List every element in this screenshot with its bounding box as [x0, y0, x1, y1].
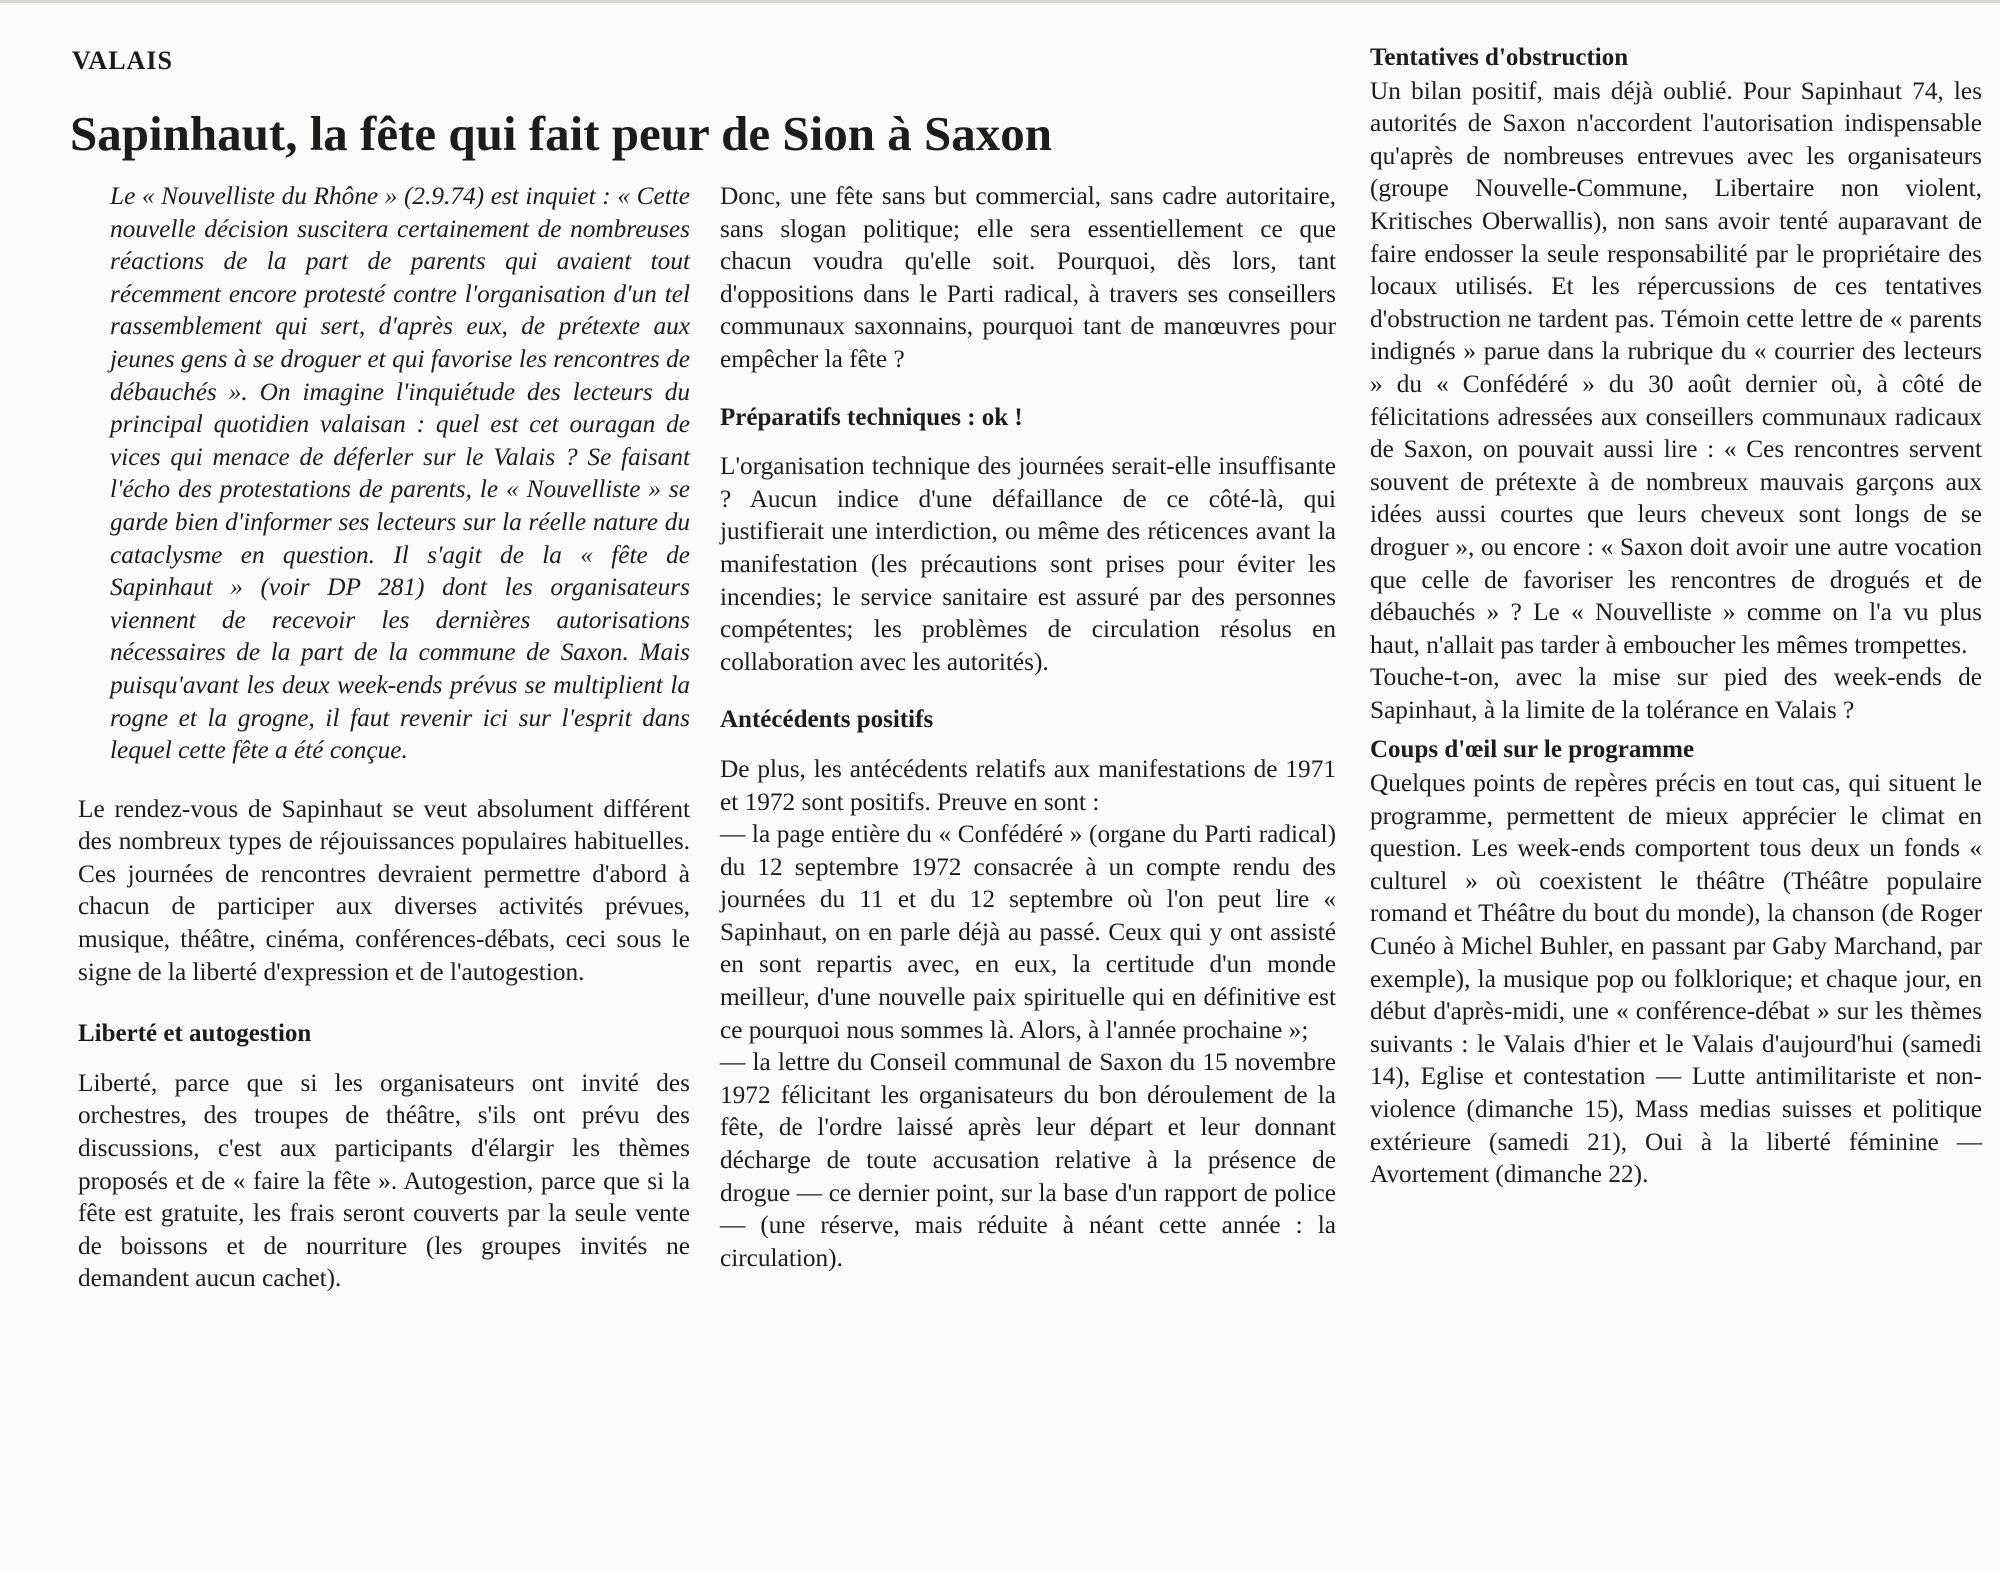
paragraph: Quelques points de repères précis en tout cas, qui situent le programme, permettent de mieux apprécier le climat en question. Les week-ends comportent tous deux un fonds « culturel » où coexistent le théâtre (Théâtre populaire romand et Théâtre du bout du monde), la chanson (de Roger Cunéo à Michel Buhler, en passant par Gaby Marchand, par exemple), la musique pop ou folklorique; et chaque jour, en début d'après-midi, une « conférence-débat » sur les thèmes suivants : le Valais d'hier et le Valais d'aujourd'hui (samedi 14), Eglise et contestation — Lutte antimilitariste et non-violence (dimanche 15), Mass medias suisses et politique extérieure (samedi 21), Oui à la liberté féminine — Avortement (dimanche 22). [1370, 769, 1982, 1189]
subheading-liberte: Liberté et autogestion [78, 1020, 312, 1048]
section-label: VALAIS [72, 46, 173, 75]
subheading-tentatives: Tentatives d'obstruction [1370, 44, 1629, 71]
paragraph: Un bilan positif, mais déjà oublié. Pour Sapinhaut 74, les autorités de Saxon n'accordent l'autorisation indispensable qu'après de nombreuses entrevues avec les organisateurs (groupe Nouvelle-Commune, Libertaire non violent, Kritisches Oberwallis), non sans avoir tenté auparavant de faire endosser la seule responsabilité par le propriétaire des locaux utilisés. Et les répercussions de ces tentatives d'obstruction ne tardent pas. Témoin cette lettre de « parents indignés » parue dans la rubrique du « courrier des lecteurs » du « Confédéré » du 30 août dernier où, à côté de félicitations adressées aux conseillers communaux radicaux de Saxon, on pouvait aussi lire : « Ces rencontres servent souvent de prétexte à de nombreux mauvais garçons aux idées aussi courtes que leurs cheveux sont longs de se droguer », ou encore : « Saxon doit avoir une autre vocation que celle de favoriser les rencontres de drogués et de débauchés » ? Le « Nouvelliste » comme on l'a vu plus haut, n'allait pas tarder à emboucher les mêmes trompettes. [1370, 76, 1982, 659]
paragraph: L'organisation technique des journées serait-elle insuffisante ? Aucun indice d'une défaillance de ce côté-là, qui justifierait une interdiction, ou même des réticences avant la manifestation (les précautions sont prises pour éviter les incendies; le service sanitaire est assuré par des personnes compétentes; les problèmes de circulation résolus en collaboration avec les autorités). [720, 452, 1336, 676]
list-item: — la lettre du Conseil communal de Saxon du 15 novembre 1972 félicitant les organisateurs du bon déroulement de la fête, de l'ordre laissé après leur départ et leur donnant décharge de toute accusation relative à la présence de drogue — ce dernier point, sur la base d'un rapport de police — (une réserve, mais réduite à néant cette année : la circulation). [720, 1048, 1336, 1272]
subheading-programme: Coups d'œil sur le programme [1370, 736, 1695, 764]
paragraph: Donc, une fête sans but commercial, sans cadre autoritaire, sans slogan politique; elle sera essentiellement ce que chacun voudra qu'elle soit. Pourquoi, dès lors, tant d'oppositions dans le Parti radical, à travers ses conseillers communaux saxonnains, pourquoi tant de manœuvres pour empêcher la fête ? [720, 182, 1336, 373]
headline: Sapinhaut, la fête qui fait peur de Sion à Saxon [70, 106, 1053, 161]
paragraph: Touche-t-on, avec la mise sur pied des week-ends de Sapinhaut, à la limite de la tolérance en Valais ? [1370, 663, 1982, 724]
column-3 [1370, 42, 1982, 1191]
column-1 [78, 180, 690, 1295]
intro-paragraph: Le « Nouvelliste du Rhône » (2.9.74) est inquiet : « Cette nouvelle décision suscitera certainement de nombreuses réactions de la part de parents qui avaient tout récemment encore protesté contre l'organisation d'un tel rassemblement qui sert, d'après eux, de prétexte aux jeunes gens à se droguer et qui favorise les rencontres de débauchés ». On imagine l'inquiétude des lecteurs du principal quotidien valaisan : quel est cet ouragan de vices qui menace de déferler sur le Valais ? Se faisant l'écho des protestations de parents, le « Nouvelliste » se garde bien d'informer ses lecteurs sur la réelle nature du cataclysme en question. Il s'agit de la « fête de Sapinhaut » (voir DP 281) dont les organisateurs viennent de recevoir les dernières autorisations nécessaires de la part de la commune de Saxon. Mais puisqu'avant les deux week-ends prévus se multiplient la rogne et la grogne, il faut revenir ici sur l'esprit dans lequel cette fête a été conçue. [110, 182, 690, 765]
paragraph: Le rendez-vous de Sapinhaut se veut absolument différent des nombreux types de réjouissances populaires habituelles. Ces journées de rencontres devraient permettre d'abord à chacun de participer aux diverses activités prévues, musique, théâtre, cinéma, conférences-débats, ceci sous le signe de la liberté d'expression et de l'autogestion. [78, 794, 690, 986]
subheading-antecedents: Antécédents positifs [720, 706, 934, 734]
top-rule [0, 0, 2000, 3]
paragraph: De plus, les antécédents relatifs aux manifestations de 1971 et 1972 sont positifs. Preuve en sont : [720, 754, 1336, 816]
subheading-preparatifs: Préparatifs techniques : ok ! [720, 403, 1023, 431]
paragraph: Liberté, parce que si les organisateurs ont invité des orchestres, des troupes de théâtre, s'ils ont prévu des discussions, c'est aux participants d'élargir les thèmes proposés et de « faire la fête ». Autogestion, parce que si la fête est gratuite, les frais seront couverts par la seule vente de boissons et de nourriture (les groupes invités ne demandent aucun cachet). [78, 1068, 690, 1293]
column-2 [720, 180, 1336, 1274]
list-item: — la page entière du « Confédéré » (organe du Parti radical) du 12 septembre 1972 consacrée à un compte rendu des journées du 11 et du 12 septembre où l'on peut lire « Sapinhaut, on en parle déjà au passé. Ceux qui y ont assisté en sont repartis avec, en eux, la certitude d'un monde meilleur, d'une nouvelle paix spirituelle qui en définitive est ce pourquoi nous sommes là. Alors, à l'année prochaine »; [720, 820, 1336, 1044]
